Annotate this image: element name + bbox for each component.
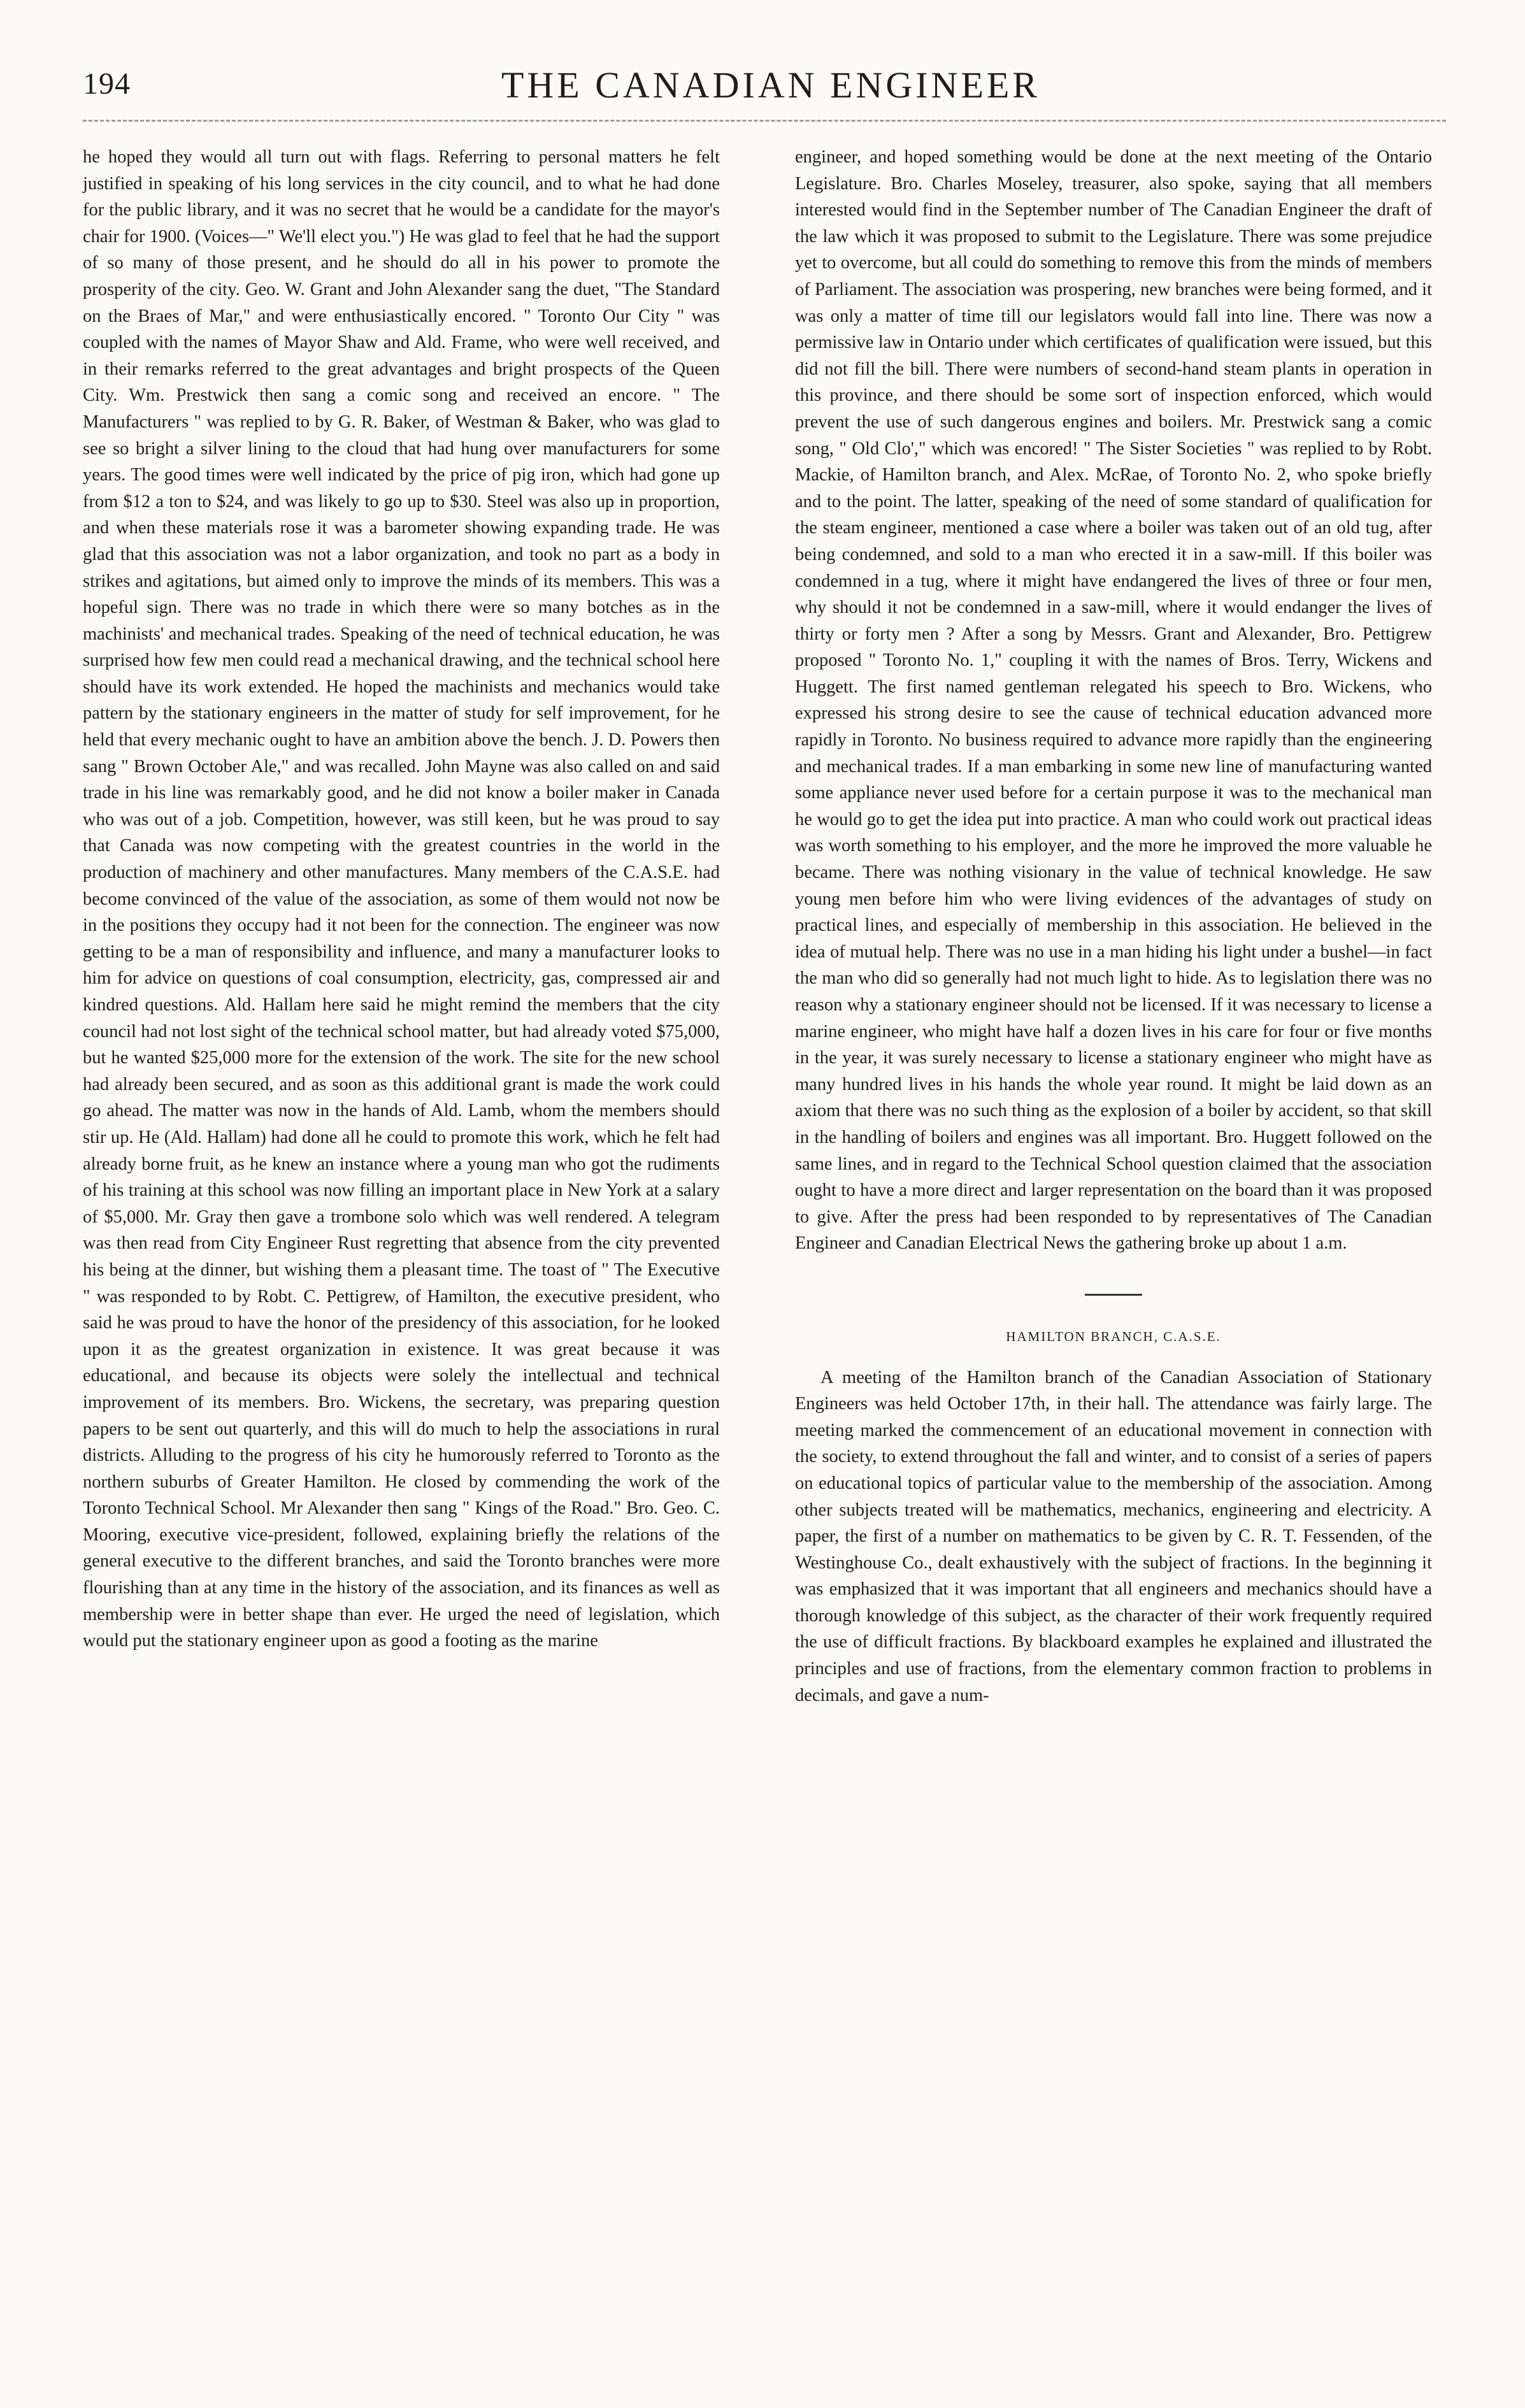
page-header [83, 64, 1459, 115]
section-text: A meeting of the Hamilton branch of the Canadian Association of Stationary Engineers was held October 17th, in their hall. The attendance was fairly large. The meeting marked the commencement of an educational movement in connection with the society, to extend throughout the fall and winter, and to consist of a series of papers on educational topics of particular value to the membership of the association. Among other subjects treated will be mathematics, mechanics, engineering and electricity. A paper, the first of a number on mathematics to be given by C. R. T. Fessenden, of the Westinghouse Co., dealt exhaustively with the subject of fractions. In the beginning it was emphasized that it was important that all engineers and mechanics should have a thorough knowledge of this subject, as the character of their work frequently required the use of difficult fractions. By blackboard examples he explained and illustrated the principles and use of fractions, from the elementary common fraction to problems in decimals, and gave a num- [795, 1367, 1432, 1705]
page-number: 194 [83, 67, 131, 101]
header-rule [83, 120, 1446, 122]
section-heading: HAMILTON BRANCH, C.A.S.E. [1006, 1328, 1221, 1344]
right-column [795, 144, 1432, 1709]
left-column-text: he hoped they would all turn out with flags. Referring to personal matters he felt justified in speaking of his long services in the city council, and to what he had done for the public library, and it was no secret that he would be a candidate for the mayor's chair for 1900. (Voices—" We'll elect you.") He was glad to feel that he had the support of so many of those present, and he should do all in his power to promote the prosperity of the city. Geo. W. Grant and John Alexander sang the duet, "The Standard on the Braes of Mar," and were enthusiastically encored. " Toronto Our City " was coupled with the names of Mayor Shaw and Ald. Frame, who were well received, and in their remarks referred to the great advantages and bright prospects of the Queen City. Wm. Prestwick then sang a comic song and received an encore. " The Manufacturers " was replied to by G. R. Baker, of Westman & Baker, who was glad to see so bright a silver lining to the cloud that had hung over manufacturers for some years. The good times were well indicated by the price of pig iron, which had gone up from $12 a ton to $24, and was likely to go up to $30. Steel was also up in proportion, and when these materials rose it was a barometer showing expanding trade. He was glad that this association was not a labor organization, and took no part as a body in strikes and agitations, but aimed only to improve the minds of its members. This was a hopeful sign. There was no trade in which there were so many botches as in the machinists' and mechanical trades. Speaking of the need of technical education, he was surprised how few men could read a mechanical drawing, and the technical school here should have its work extended. He hoped the machinists and mechanics would take pattern by the stationary engineers in the matter of study for self improvement, for he held that every mechanic ought to have an ambition above the bench. J. D. Powers then sang " Brown October Ale," and was recalled. John Mayne was also called on and said trade in his line was remarkably good, and he did not know a boiler maker in Canada who was out of a job. Competition, however, was still keen, but he was proud to say that Canada was now competing with the greatest countries in the world in the production of machinery and other manufactures. Many members of the C.A.S.E. had become convinced of the value of the association, as some of them would not now be in the positions they occupy had it not been for the connection. The engineer was now getting to be a man of responsibility and influence, and many a manufacturer looks to him for advice on questions of coal consumption, electricity, gas, compressed air and kindred questions. Ald. Hallam here said he might remind the members that the city council had not lost sight of the technical school matter, but had already voted $75,000, but he wanted $25,000 more for the extension of the work. The site for the new school had already been secured, and as soon as this additional grant is made the work could go ahead. The matter was now in the hands of Ald. Lamb, whom the members should stir up. He (Ald. Hallam) had done all he could to promote this work, which he felt had already borne fruit, as he knew an instance where a young man who got the rudiments of his training at this school was now filling an important place in New York at a salary of $5,000. Mr. Gray then gave a trombone solo which was well rendered. A telegram was then read from City Engineer Rust regretting that absence from the city prevented his being at the dinner, but wishing them a pleasant time. The toast of " The Executive " was responded to by Robt. C. Pettigrew, of Hamilton, the executive president, who said he was proud to have the honor of the presidency of this association, for he looked upon it as the greatest organization in existence. It was great because it was educational, and because its objects were solely the intellectual and technical improvement of its members. Bro. Wickens, the secretary, was preparing question papers to be sent out quarterly, and this will do much to help the associations in rural districts. Alluding to the progress of his city he humorously referred to Toronto as the northern suburbs of Greater Hamilton. He closed by commending the work of the Toronto Technical School. Mr Alexander then sang " Kings of the Road." Bro. Geo. C. Mooring, executive vice-president, followed, explaining briefly the relations of the general executive to the different branches, and said the Toronto branches were more flourishing than at any time in the history of the association, and its finances as well as membership were in better shape than ever. He urged the need of legislation, which would put the stationary engineer upon as good a footing as the marine [83, 147, 720, 1651]
right-column-text: engineer, and hoped something would be done at the next meeting of the Ontario Legislature. Bro. Charles Moseley, treasurer, also spoke, saying that all members interested would find in the September number of The Canadian Engineer the draft of the law which it was proposed to submit to the Legislature. There was some prejudice yet to overcome, but all could do something to remove this from the minds of members of Parliament. The association was prospering, new branches were being formed, and it was only a matter of time till our legislators would fall into line. There was now a permissive law in Ontario under which certificates of qualification were issued, but this did not fill the bill. There were numbers of second-hand steam plants in operation in this province, and there should be some sort of inspection enforced, which would prevent the use of such dangerous engines and boilers. Mr. Prestwick sang a comic song, " Old Clo'," which was encored! " The Sister Societies " was replied to by Robt. Mackie, of Hamilton branch, and Alex. McRae, of Toronto No. 2, who spoke briefly and to the point. The latter, speaking of the need of some standard of qualification for the steam engineer, mentioned a case where a boiler was taken out of an old tug, after being condemned, and sold to a man who erected it in a saw-mill. If this boiler was condemned in a tug, where it might have endangered the lives of three or four men, why should it not be condemned in a saw-mill, where it would endanger the lives of thirty or forty men ? After a song by Messrs. Grant and Alexander, Bro. Pettigrew proposed " Toronto No. 1," coupling it with the names of Bros. Terry, Wickens and Huggett. The first named gentleman relegated his speech to Bro. Wickens, who expressed his strong desire to see the cause of technical education advanced more rapidly in Toronto. No business required to advance more rapidly than the engineering and mechanical trades. If a man embarking in some new line of manufacturing wanted some appliance never used before for a certain purpose it was to the mechanical man he would go to get the idea put into practice. A man who could work out practical ideas was worth something to his employer, and the more he improved the more valuable he became. There was nothing visionary in the value of technical knowledge. He saw young men before him who were living evidences of the advantages of study on practical lines, and especially of membership in this association. He believed in the idea of mutual help. There was no use in a man hiding his light under a bushel—in fact the man who did so generally had not much light to hide. As to legislation there was no reason why a stationary engineer should not be licensed. If it was necessary to license a marine engineer, who might have half a dozen lives in his care for four or five months in the year, it was surely necessary to license a stationary engineer who might have as many hundred lives in his hands the whole year round. It might be laid down as an axiom that there was no such thing as the explosion of a boiler by accident, so that skill in the handling of boilers and engines was all important. Bro. Huggett followed on the same lines, and in regard to the Technical School question claimed that the association ought to have a more direct and larger representation on the board than it was proposed to give. After the press had been responded to by representatives of The Canadian Engineer and Canadian Electrical News the gathering broke up about 1 a.m. [795, 147, 1432, 1254]
left-column [83, 144, 720, 1654]
journal-title: THE CANADIAN ENGINEER [501, 64, 1040, 106]
section-divider [1085, 1294, 1142, 1296]
